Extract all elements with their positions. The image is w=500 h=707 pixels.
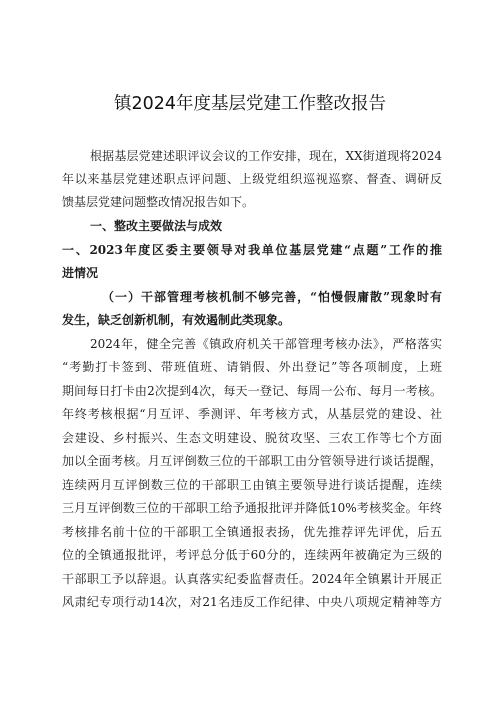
paragraph-line: 会建设、乡村振兴、生态文明建设、脱贫攻坚、三农工作等七个方面	[62, 431, 442, 445]
paragraph-line: 考核排名前十位的干部职工全镇通报表扬，优先推荐评先评优，后五	[62, 525, 442, 539]
subsection-heading: 一、2023年度区委主要领导对我单位基层党建“点题”工作的推	[62, 243, 442, 257]
paragraph-line: 年终考核根据“月互评、季测评、年考核方式，从基层党的建设、社	[62, 407, 442, 421]
document-title: 镇2024年度基层党建工作整改报告	[113, 94, 387, 114]
paragraph-line: 期间每日打卡由2次提到4次，每天一登记、每周一公布、每月一考核。	[62, 384, 442, 398]
paragraph-line: 位的全镇通报批评，考评总分低于60分的，连续两年被确定为三级的	[62, 548, 442, 562]
paragraph-line: 连续两月互评倒数三位的干部职工由镇主要领导进行谈话提醒，连续	[62, 478, 442, 492]
paragraph-line: 干部职工予以辞退。认真落实纪委监督责任。2024年全镇累计开展正	[62, 572, 442, 586]
paragraph-line: 加以全面考核。月互评倒数三位的干部职工由分管领导进行谈话提醒，	[62, 454, 442, 468]
subsection-heading: 进情况	[62, 266, 99, 280]
paragraph-line: 三月互评倒数三位的干部职工给予通报批评并降低10%考核奖金。年终	[62, 501, 442, 515]
paragraph-line: 馈基层党建问题整改情况报告如下。	[62, 195, 255, 209]
paragraph-line: “考勤打卡签到、带班值班、请销假、外出登记”等各项制度，上班	[62, 360, 442, 374]
section-heading: 一、整改主要做法与成效	[90, 219, 223, 233]
item-heading: 发生，缺乏创新机制，有效遏制此类现象。	[62, 313, 291, 327]
item-heading: （一）干部管理考核机制不够完善，“怕慢假庸散”现象时有	[102, 290, 442, 304]
paragraph-line: 年以来基层党建述职点评问题、上级党组织巡视巡察、督查、调研反	[62, 172, 442, 186]
paragraph-line: 2024年，健全完善《镇政府机关干部管理考核办法》，严格落实	[90, 337, 442, 351]
paragraph-line: 风肃纪专项行动14次，对21名违反工作纪律、中央八项规定精神等方	[62, 595, 442, 609]
paragraph-line: 根据基层党建述职评议会议的工作安排，现在，XX街道现将2024	[90, 149, 442, 163]
